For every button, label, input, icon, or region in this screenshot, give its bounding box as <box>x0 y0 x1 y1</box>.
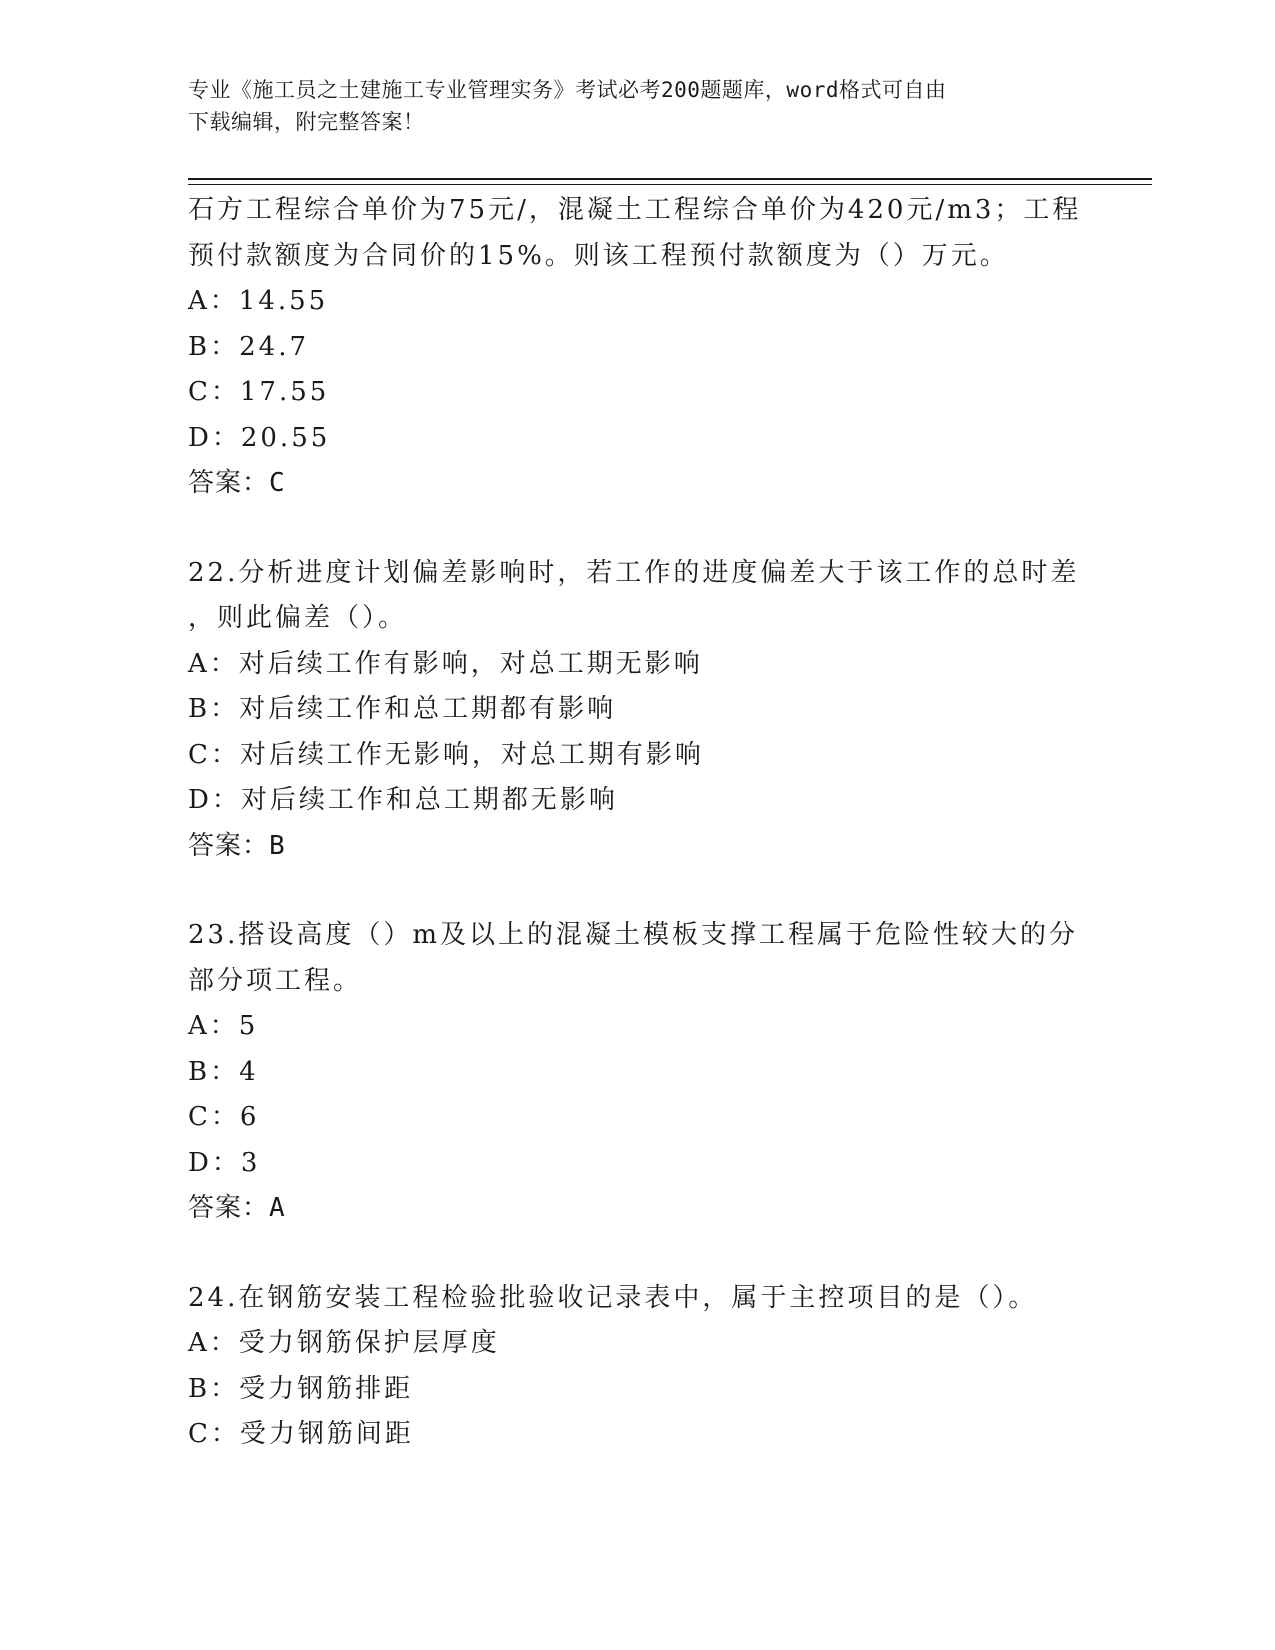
question-text-line: ，则此偏差（）。 <box>188 603 408 633</box>
question-21 <box>188 188 1088 507</box>
document-header <box>188 74 1068 138</box>
question-24 <box>188 1276 1088 1458</box>
option-c: C：17.55 <box>188 377 330 407</box>
question-spacer <box>188 1232 1088 1276</box>
header-title-line-1: 专业《施工员之土建施工专业管理实务》考试必考200题题库，word格式可自由 <box>188 78 947 102</box>
header-divider-thick <box>188 178 1152 180</box>
option-b: B：受力钢筋排距 <box>188 1373 414 1404</box>
option-d: D：对后续工作和总工期都无影响 <box>188 785 618 815</box>
option-b: B：24.7 <box>188 331 309 362</box>
answer-line: 答案：B <box>188 830 286 861</box>
option-b: B：4 <box>188 1056 259 1087</box>
option-d: D：3 <box>188 1147 261 1178</box>
question-text-line: 部分项工程。 <box>188 965 363 996</box>
header-title-line-2: 下载编辑，附完整答案！ <box>188 110 425 134</box>
option-a: A：受力钢筋保护层厚度 <box>188 1328 500 1358</box>
option-c: C：对后续工作无影响，对总工期有影响 <box>188 739 704 770</box>
option-c: C：6 <box>188 1102 260 1132</box>
question-text-line: 22.分析进度计划偏差影响时，若工作的进度偏差大于该工作的总时差 <box>188 557 1080 588</box>
question-text-line: 24.在钢筋安装工程检验批验收记录表中，属于主控项目的是（）。 <box>188 1282 1038 1313</box>
option-a: A：14.55 <box>188 286 329 316</box>
question-22 <box>188 551 1088 870</box>
option-a: A：5 <box>188 1011 259 1041</box>
header-divider-thin <box>188 184 1152 185</box>
question-spacer <box>188 869 1088 913</box>
option-a: A：对后续工作有影响，对总工期无影响 <box>188 648 703 679</box>
question-text-line: 预付款额度为合同价的15%。则该工程预付款额度为（）万元。 <box>188 240 1009 271</box>
question-list <box>188 188 1088 1458</box>
question-text-line: 石方工程综合单价为75元/，混凝土工程综合单价为420元/m3；工程 <box>188 195 1082 225</box>
option-c: C：受力钢筋间距 <box>188 1419 414 1449</box>
answer-line: 答案：C <box>188 468 286 498</box>
option-d: D：20.55 <box>188 422 331 453</box>
question-spacer <box>188 507 1088 551</box>
option-b: B：对后续工作和总工期都有影响 <box>188 694 617 724</box>
question-23 <box>188 913 1088 1232</box>
question-text-line: 23.搭设高度（）m及以上的混凝土模板支撑工程属于危险性较大的分 <box>188 920 1079 950</box>
answer-line: 答案：A <box>188 1193 286 1223</box>
